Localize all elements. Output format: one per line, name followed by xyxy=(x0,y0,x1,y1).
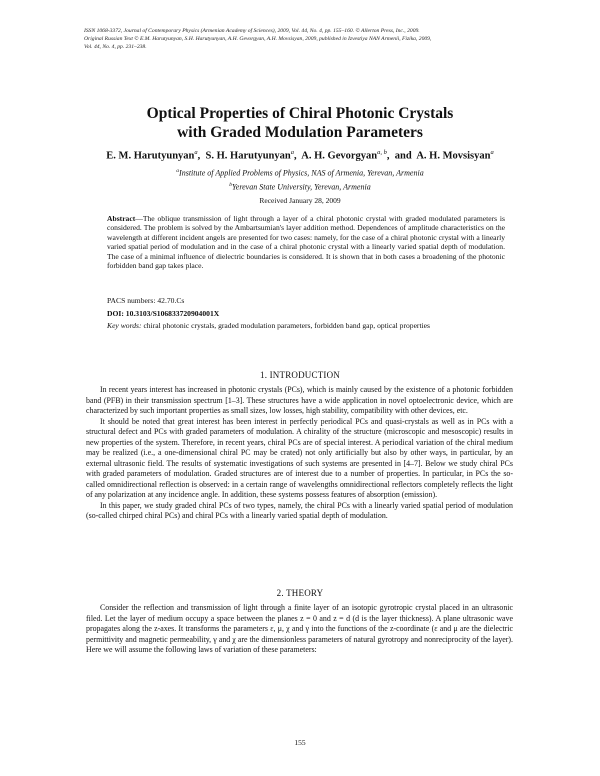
affiliation-a xyxy=(60,168,540,178)
theory-body xyxy=(86,603,513,656)
keywords-value: chiral photonic crystals, graded modulation parameters, forbidden band gap, optical properties xyxy=(143,321,431,330)
author-name: E. M. Harutyunyan xyxy=(106,150,195,162)
author-name: A. H. Movsisyan xyxy=(416,150,491,162)
journal-header xyxy=(84,27,524,51)
author-separator: , xyxy=(197,150,201,162)
header-line: ISSN 1068-3372, Journal of Contemporary Physics (Armenian Academy of Sciences), 2009, Vol. 44, No. 4, pp. 155–160. © Allerton Press, Inc., 2009. xyxy=(84,28,420,34)
affiliation-mark: b xyxy=(229,182,233,188)
keywords-label: Key words: xyxy=(107,321,142,330)
pacs-numbers: PACS numbers: 42.70.Cs xyxy=(107,296,185,305)
abstract-text: —The oblique transmission of light through a layer of a chiral photonic crystal with graded modulated parameters is considered. The problem is solved by the Ambartsumian's layer addition method. Dependences of amplitude characteristics on the wavelength at different incident angels are presented for two cases: namely, for the case of a chiral photonic crystal with a linearly varied spatial period of modulation and in the case of a chiral photonic crystal with a linearly varied spatial depth of modulation. The case of a minimal influence of dielectric boundaries is considered. It is shown that in both cases a broadening of the photonic forbidden band gap takes place. xyxy=(107,214,505,271)
paragraph: Consider the reflection and transmission of light through a finite layer of an isotopic gyrotropic crystal placed in an ultrasonic filed. Let the layer of medium occupy a space between the planes z = 0 and z = d (d is the layer thickness). A plane ultrasonic wave propagates along the z-axes. It transforms the parameters ε, μ, χ and γ into the functions of the z-coordinate (ε and μ are the dielectric permittivity and magnetic permeability, γ and χ are the dimensionless parameters of natural gyrotropy and nonreciprocity of the layer). Here we will assume the following laws of variation of these parameters: xyxy=(86,603,513,654)
title-line: Optical Properties of Chiral Photonic Crystals xyxy=(146,105,454,122)
affiliation-text: Yerevan State University, Yerevan, Armenia xyxy=(232,182,371,192)
author-affil-mark: a xyxy=(290,149,294,156)
author-affil-mark: a xyxy=(194,149,198,156)
title-line: with Graded Modulation Parameters xyxy=(177,124,423,141)
author-affil-mark: a, b xyxy=(377,149,387,156)
abstract xyxy=(107,214,505,270)
paragraph: In this paper, we study graded chiral PCs of two types, namely, the chiral PCs with a linearly varied spatial period of modulation (so-called chirped chiral PCs) and chiral PCs with a linearly varied spatial depth of modulation. xyxy=(86,500,513,520)
author-affil-mark: a xyxy=(490,149,494,156)
keywords xyxy=(107,321,505,330)
doi-line xyxy=(107,309,505,318)
paragraph: It should be noted that great interest has been interest in perfectly periodical PCs and quasi-crystals as well as in PCs with a structural defect and PCs with graded parameters of modulation. A chirality of the structure (microscopic and mesoscopic) results in new properties of the system. Therefore, in recent years, chiral PCs are of special interest. A periodical variation of the chiral medium may be realized (i.e., a one-dimensional chiral PC may be crated) not only artificially but also by other ways, in particular, by an external ultrasonic field. The results of systematic investigations of such systems are presented in [4–7]. Below we study chiral PCs with graded parameters of modulation. Graded structures are of interest due to a number of properties. In particular, in PCs the so-called omnidirectional reflection is observed: in a certain range of wavelengths omnidirectional reflectors completely reflects the light of any polarization at any incidence angle. In addition, these systems possess features of absorption (emission). xyxy=(86,416,513,499)
doi-value[interactable]: 10.3103/S106833720904001X xyxy=(125,309,220,318)
introduction-body xyxy=(86,385,513,522)
section-heading-introduction: 1. INTRODUCTION xyxy=(260,370,340,380)
author-list xyxy=(60,149,540,162)
author-name: S. H. Harutyunyan xyxy=(205,150,291,162)
author-name: A. H. Gevorgyan xyxy=(301,150,378,162)
author-conjunction: and xyxy=(394,150,412,162)
affiliation-mark: a xyxy=(176,168,180,174)
paragraph: In recent years interest has increased in photonic crystals (PCs), which is mainly caused by the existence of a photonic forbidden band (PFB) in their transmission spectrum [1–3]. These structures have a wide application in novel optoelectronic device, which are characterized by such important properties as small sizes, low losses, high stability, compatibility with other devices, etc. xyxy=(86,385,513,415)
affiliation-text: Institute of Applied Problems of Physics, NAS of Armenia, Yerevan, Armenia xyxy=(179,168,424,178)
author-separator: , xyxy=(293,150,297,162)
doi-label: DOI: xyxy=(107,309,124,318)
affiliation-b xyxy=(60,182,540,192)
author-separator: , xyxy=(386,150,390,162)
abstract-label: Abstract xyxy=(107,214,136,223)
header-line: Vol. 44, No. 4, pp. 231–238. xyxy=(84,44,147,50)
section-heading-theory: 2. THEORY xyxy=(276,588,324,598)
received-date: Received January 28, 2009 xyxy=(259,196,341,205)
header-line: Original Russian Text © E.M. Harutyunyan, S.H. Harutyunyan, A.H. Gevorgyan, A.H. Movsisyan, 2009, published in Izvestiya NAN Armenii, Fizika, 2009, xyxy=(84,36,432,42)
paper-title xyxy=(60,104,540,142)
page-number: 155 xyxy=(294,738,306,747)
